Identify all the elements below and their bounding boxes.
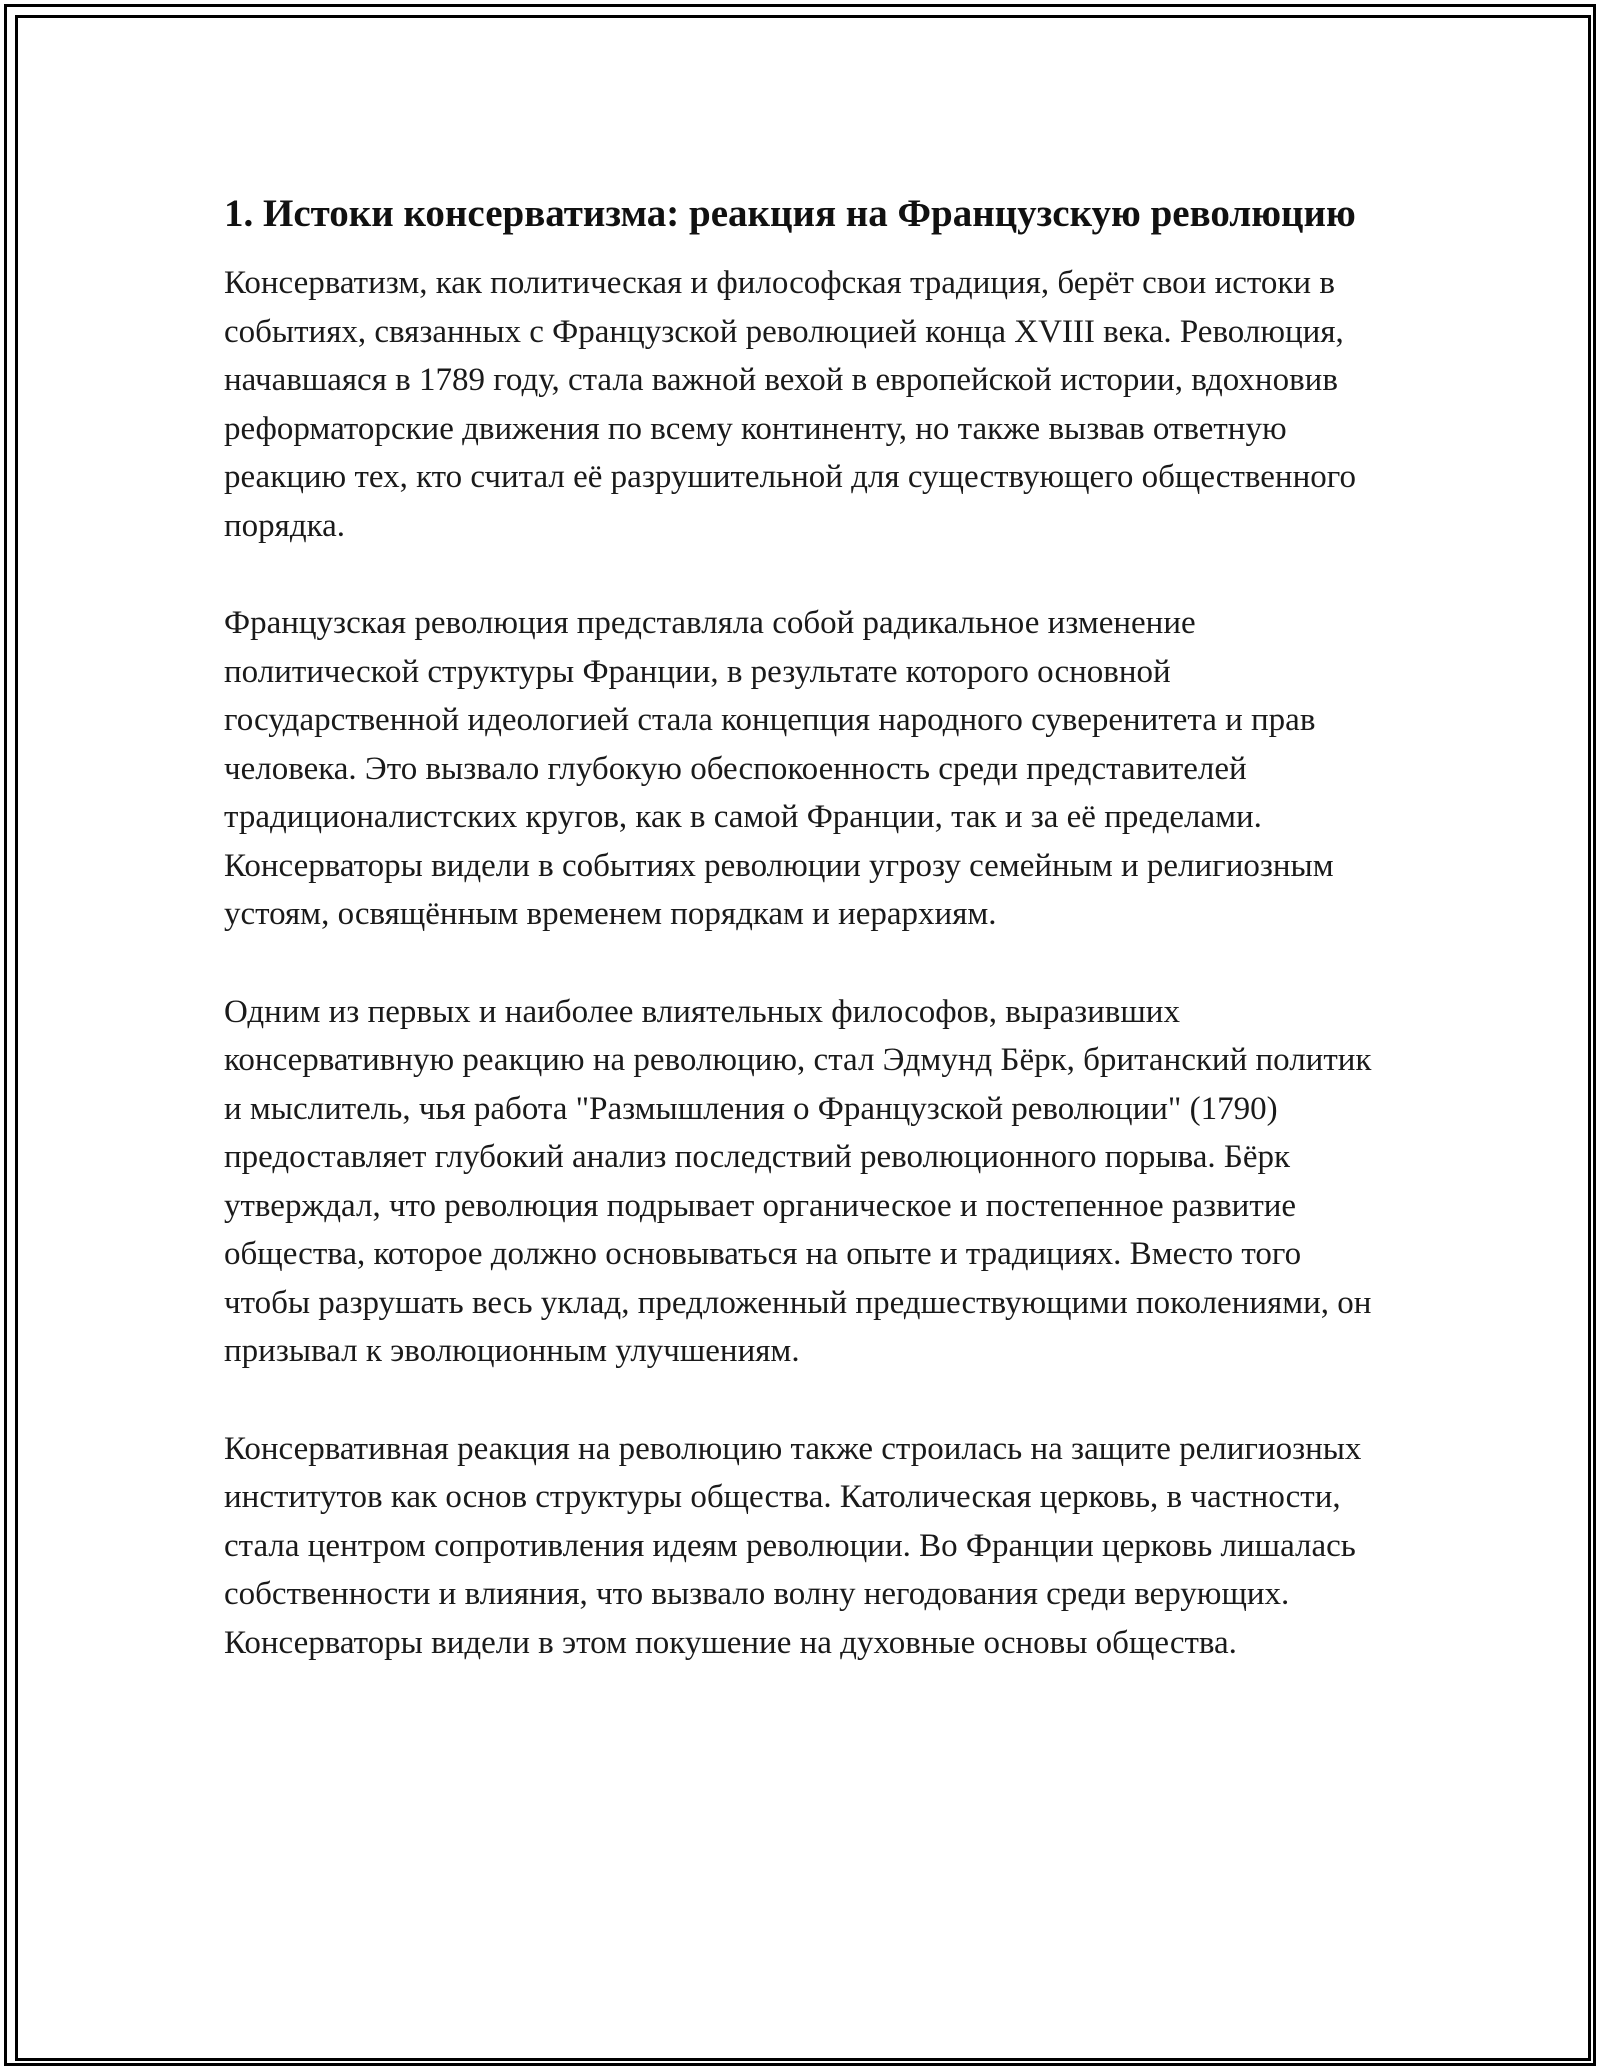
paragraph: Консерватизм, как политическая и философская традиция, берёт свои истоки в событиях, связанных с Французской революцией конца XVIII века. Революция, начавшаяся в 1789 году, стала важной вехой в европейской истории, вдохновив реформаторские движения по всему континенту, но также вызвав ответную реакцию тех, кто считал её разрушительной для существующего общественного порядка. [224,265,1356,544]
document-body [224,186,1384,1716]
section-heading: 1. Истоки консерватизма: реакция на Французскую революцию [224,192,1356,235]
paragraph: Одним из первых и наиболее влиятельных философов, выразивших консервативную реакцию на революцию, стал Эдмунд Бёрк, британский политик и мыслитель, чья работа "Размышления о Французской революции" (1790) предоставляет глубокий анализ последствий революционного порыва. Бёрк утверждал, что революция подрывает органическое и постепенное развитие общества, которое должно основываться на опыте и традициях. Вместо того чтобы разрушать весь уклад, предложенный предшествующими поколениями, он призывал к эволюционным улучшениям. [224,993,1372,1369]
paragraph: Консервативная реакция на революцию также строилась на защите религиозных институтов как основ структуры общества. Католическая церковь, в частности, стала центром сопротивления идеям революции. Во Франции церковь лишалась собственности и влияния, что вызвало волну негодования среди верующих. Консерваторы видели в этом покушение на духовные основы общества. [224,1430,1362,1661]
paragraph: Французская революция представляла собой радикальное изменение политической структуры Франции, в результате которого основной государственной идеологией стала концепция народного суверенитета и прав человека. Это вызвало глубокую обеспокоенность среди представителей традиционалистских кругов, как в самой Франции, так и за её пределами. Консерваторы видели в событиях революции угрозу семейным и религиозным устоям, освящённым временем порядкам и иерархиям. [224,605,1334,932]
